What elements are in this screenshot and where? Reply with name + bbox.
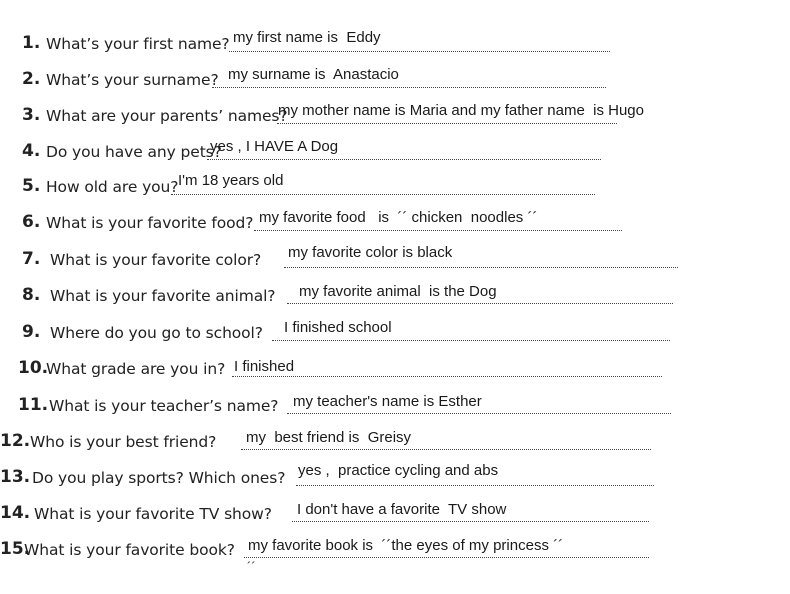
- question-number: 14.: [0, 503, 31, 523]
- question-row-10: [0, 352, 790, 386]
- question-text: What’s your first name?: [46, 35, 230, 53]
- answer-text[interactable]: my teacher's name is Esther: [293, 393, 482, 410]
- question-number: 8.: [22, 285, 41, 305]
- answer-text[interactable]: my favorite animal is the Dog: [299, 283, 497, 300]
- question-number: 10.: [18, 358, 49, 378]
- answer-text[interactable]: I'm 18 years old: [178, 172, 284, 189]
- stray-quote-mark: ´´: [247, 559, 256, 574]
- question-number: 2.: [22, 69, 41, 89]
- answer-line: [292, 521, 649, 522]
- question-text: Do you play sports? Which ones?: [32, 469, 286, 487]
- answer-text[interactable]: I finished school: [284, 319, 392, 336]
- answer-text[interactable]: yes , practice cycling and abs: [298, 462, 499, 479]
- question-number: 13.: [0, 467, 31, 487]
- question-number: 3.: [22, 105, 41, 125]
- question-text: What are your parents’ names?: [46, 107, 288, 125]
- question-text: Who is your best friend?: [30, 433, 217, 451]
- question-row-4: [0, 135, 790, 169]
- answer-text[interactable]: my favorite book is ´´the eyes of my princess ´´: [248, 537, 564, 554]
- answer-text[interactable]: my mother name is Maria and my father name is Hugo: [278, 102, 644, 119]
- answer-line: [212, 87, 606, 88]
- answer-text[interactable]: my first name is Eddy: [233, 29, 381, 46]
- answer-line: [296, 485, 654, 486]
- answer-text[interactable]: my surname is Anastacio: [228, 66, 399, 83]
- answer-line: [207, 159, 601, 160]
- answer-line: [287, 413, 671, 414]
- question-row-15: [0, 533, 790, 567]
- answer-line: [287, 303, 673, 304]
- question-row-14: [0, 497, 790, 531]
- question-text: What is your favorite TV show?: [34, 505, 272, 523]
- question-row-13: [0, 461, 790, 495]
- question-row-5: [0, 170, 790, 204]
- question-text: What is your teacher’s name?: [49, 397, 279, 415]
- question-number: 5.: [22, 176, 41, 196]
- question-text: What is your favorite food?: [46, 214, 254, 232]
- question-text: What is your favorite color?: [50, 251, 262, 269]
- answer-text[interactable]: I finished: [234, 358, 295, 375]
- question-row-9: [0, 316, 790, 350]
- question-number: 1.: [22, 33, 41, 53]
- answer-text[interactable]: I don't have a favorite TV show: [297, 501, 507, 518]
- question-text: How old are you?: [46, 178, 179, 196]
- question-row-11: [0, 389, 790, 423]
- question-text: What’s your surname?: [46, 71, 219, 89]
- question-row-3: [0, 99, 790, 133]
- question-text: Where do you go to school?: [50, 324, 263, 342]
- answer-line: [229, 51, 610, 52]
- answer-text[interactable]: my favorite color is black: [288, 244, 453, 261]
- question-number: 11.: [18, 395, 49, 415]
- answer-line: [171, 194, 595, 195]
- question-number: 15.: [0, 539, 31, 559]
- answer-text[interactable]: my favorite food is ´´ chicken noodles ´´: [259, 209, 538, 226]
- question-number: 7.: [22, 249, 41, 269]
- answer-text[interactable]: my best friend is Greisy: [246, 429, 412, 446]
- answer-line: [241, 449, 651, 450]
- question-text: Do you have any pets?: [46, 143, 222, 161]
- question-number: 6.: [22, 212, 41, 232]
- question-row-6: [0, 206, 790, 240]
- question-text: What is your favorite animal?: [50, 287, 276, 305]
- answer-text[interactable]: yes , I HAVE A Dog: [210, 138, 339, 155]
- question-text: What is your favorite book?: [24, 541, 235, 559]
- answer-line: [284, 267, 678, 268]
- question-row-2: [0, 63, 790, 97]
- question-row-8: [0, 279, 790, 313]
- question-row-1: [0, 27, 790, 61]
- answer-line: [254, 230, 622, 231]
- answer-line: [232, 376, 662, 377]
- question-number: 4.: [22, 141, 41, 161]
- question-row-12: [0, 425, 790, 459]
- answer-line: [272, 340, 670, 341]
- question-row-7: [0, 243, 790, 277]
- answer-line: [244, 557, 649, 558]
- question-number: 9.: [22, 322, 41, 342]
- question-text: What grade are you in?: [46, 360, 226, 378]
- question-number: 12.: [0, 431, 31, 451]
- answer-line: [277, 123, 617, 124]
